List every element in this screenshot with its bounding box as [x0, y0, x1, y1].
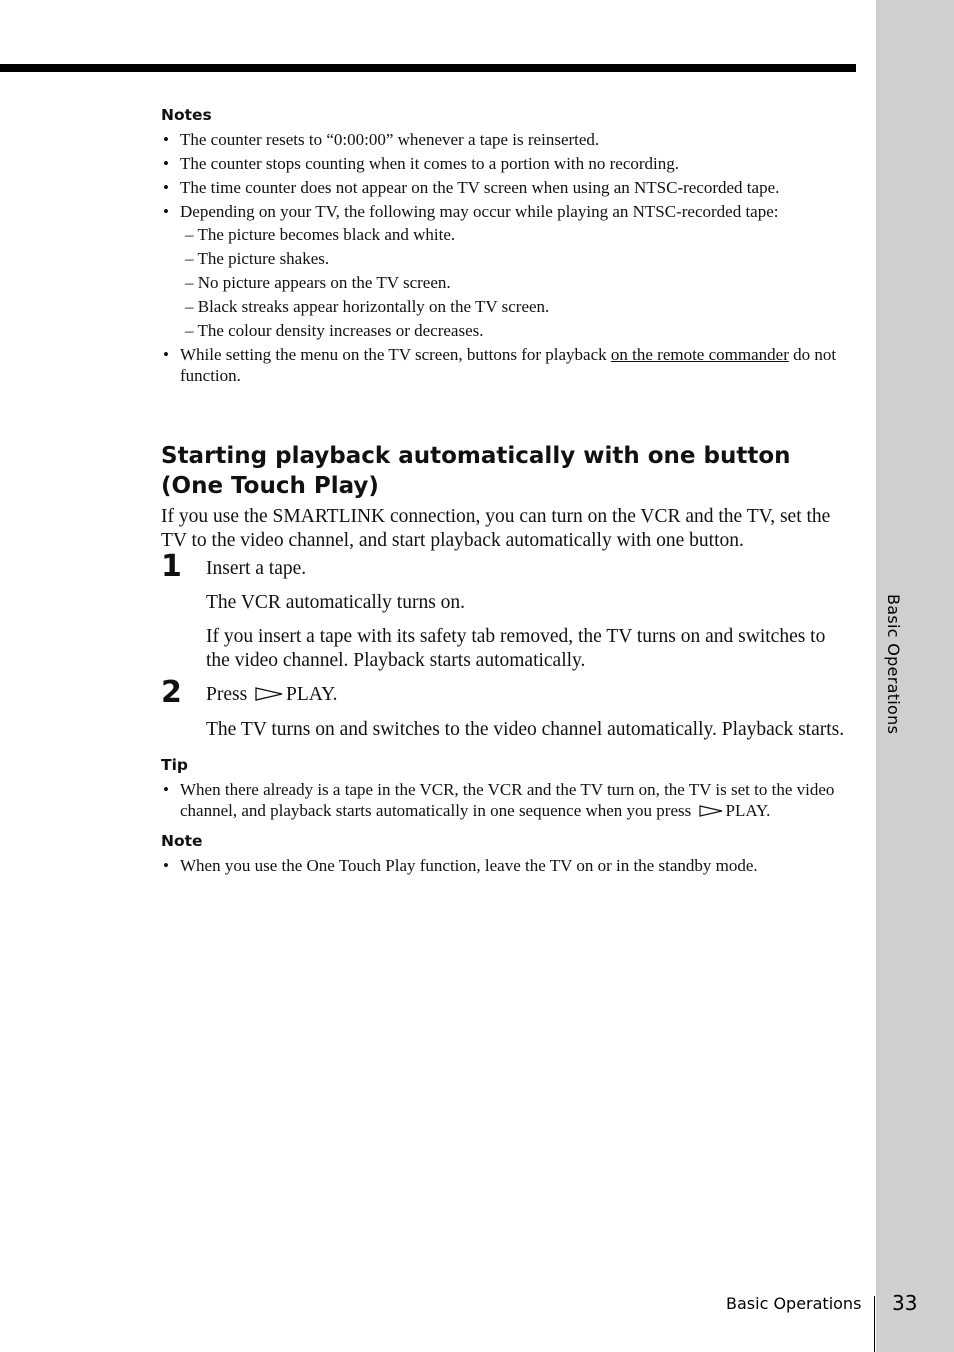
- step-text: Insert a tape.: [206, 558, 307, 579]
- footer-divider: [874, 1296, 875, 1352]
- page-number: 33: [892, 1291, 918, 1315]
- section-intro: If you use the SMARTLINK connection, you can turn on the VCR and the TV, set the TV to the video channel, and start playback automatically with one button.: [161, 506, 831, 551]
- page-content: [161, 106, 851, 879]
- step-text: The VCR automatically turns on.: [206, 592, 466, 613]
- play-triangle-icon: [255, 684, 283, 708]
- sub-list-item: – The picture becomes black and white.: [185, 225, 456, 244]
- top-rule: [0, 64, 856, 72]
- list-item: • The counter resets to “0:00:00” whenever a tape is reinserted.: [163, 130, 600, 149]
- list-item: • The counter stops counting when it comes to a portion with no recording.: [163, 154, 680, 173]
- note-heading: Note: [161, 832, 203, 851]
- step-number: 2: [161, 675, 182, 710]
- section-title: Starting playback automatically with one button (One Touch Play): [161, 443, 791, 499]
- step-text: If you insert a tape with its safety tab removed, the TV turns on and switches to the video channel. Playback starts automatically.: [206, 626, 826, 671]
- tip-heading: Tip: [161, 755, 188, 774]
- step-text: The TV turns on and switches to the video channel automatically. Playback starts.: [206, 718, 845, 740]
- list-item: • When there already is a tape in the VCR, the VCR and the TV turn on, the TV is set to the video channel, and playback starts automatically in one sequence when you press PLAY.: [161, 779, 851, 823]
- step-2: [161, 675, 851, 742]
- sub-list-item: – The picture shakes.: [185, 249, 330, 268]
- list-item: • The time counter does not appear on the TV screen when using an NTSC-recorded tape.: [163, 178, 780, 197]
- notes-list: [161, 129, 851, 386]
- notes-heading: Notes: [161, 106, 212, 124]
- footer-section-label: Basic Operations: [726, 1294, 862, 1313]
- list-item: • When you use the One Touch Play function, leave the TV on or in the standby mode.: [163, 856, 758, 876]
- list-item: • Depending on your TV, the following may occur while playing an NTSC-recorded tape: – The picture becomes black and white. – The picture shakes. – No picture appears on the TV screen. – Black streaks appear horizontally on the TV screen. – The colour density increases or decreases.: [161, 201, 851, 341]
- play-triangle-icon: [699, 801, 723, 822]
- step-1: [161, 549, 851, 673]
- side-tab-label: Basic Operations: [884, 594, 903, 735]
- sub-list-item: – Black streaks appear horizontally on the TV screen.: [185, 297, 550, 316]
- notes-sub-list: [180, 224, 851, 341]
- step-number: 1: [161, 549, 182, 584]
- sub-list-item: – No picture appears on the TV screen.: [185, 273, 451, 292]
- tip-list: [161, 779, 851, 823]
- underlined-text: on the remote commander: [610, 345, 789, 364]
- step-text: Press PLAY.: [206, 683, 851, 708]
- list-item: • While setting the menu on the TV screen, buttons for playback on the remote commander do not function.: [163, 345, 837, 385]
- play-button-label: PLAY.: [286, 684, 338, 705]
- sub-list-item: – The colour density increases or decreases.: [185, 321, 484, 340]
- note-list: [161, 855, 851, 876]
